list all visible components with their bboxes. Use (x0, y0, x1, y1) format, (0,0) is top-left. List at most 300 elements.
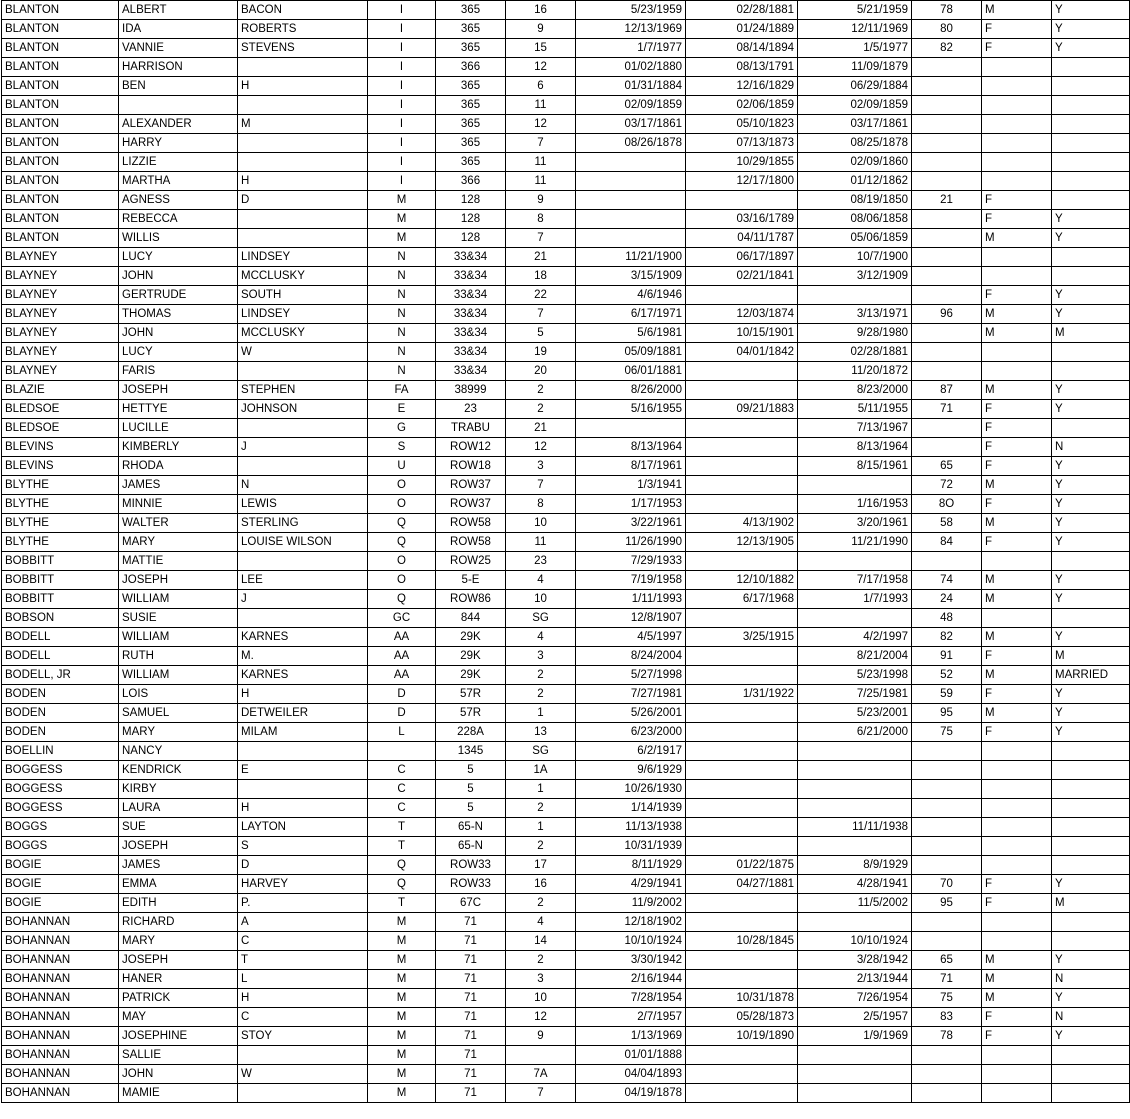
age-cell: 71 (912, 970, 982, 989)
death-date-cell: 7/26/1954 (798, 989, 912, 1008)
last-name-cell: BLANTON (2, 134, 119, 153)
marital-status-cell: M (1052, 647, 1130, 666)
grave-cell: 12 (506, 58, 576, 77)
section-cell: Q (368, 875, 436, 894)
death-date-cell (798, 1046, 912, 1065)
last-name-cell: BLYTHE (2, 495, 119, 514)
birth-date-cell (686, 362, 798, 381)
grave-cell: 11 (506, 533, 576, 552)
marital-status-cell (1052, 115, 1130, 134)
lot-cell: 29K (436, 666, 506, 685)
sex-cell (982, 343, 1052, 362)
table-row (2, 77, 1130, 96)
first-name-cell: MARTHA (119, 172, 238, 191)
first-name-cell: RICHARD (119, 913, 238, 932)
sex-cell: M (982, 229, 1052, 248)
marital-status-cell (1052, 58, 1130, 77)
table-row (2, 533, 1130, 552)
marital-status-cell: Y (1052, 495, 1130, 514)
death-date-cell: 11/09/1879 (798, 58, 912, 77)
last-name-cell: BOHANNAN (2, 989, 119, 1008)
death-date-cell: 02/09/1860 (798, 153, 912, 172)
marital-status-cell: Y (1052, 704, 1130, 723)
middle-name-cell: D (238, 191, 368, 210)
age-cell (912, 799, 982, 818)
table-row (2, 115, 1130, 134)
middle-name-cell: LINDSEY (238, 248, 368, 267)
burial-date-cell: 03/17/1861 (576, 115, 686, 134)
middle-name-cell (238, 58, 368, 77)
birth-date-cell (686, 1046, 798, 1065)
burial-date-cell: 2/16/1944 (576, 970, 686, 989)
sex-cell: F (982, 647, 1052, 666)
table-row (2, 286, 1130, 305)
section-cell: M (368, 210, 436, 229)
age-cell: 95 (912, 704, 982, 723)
age-cell: 95 (912, 894, 982, 913)
burial-date-cell: 8/13/1964 (576, 438, 686, 457)
middle-name-cell (238, 457, 368, 476)
table-row (2, 647, 1130, 666)
lot-cell: 71 (436, 989, 506, 1008)
first-name-cell: JAMES (119, 476, 238, 495)
last-name-cell: BLEVINS (2, 457, 119, 476)
death-date-cell: 5/23/1998 (798, 666, 912, 685)
lot-cell: 33&34 (436, 286, 506, 305)
first-name-cell: WILLIAM (119, 666, 238, 685)
marital-status-cell: Y (1052, 20, 1130, 39)
last-name-cell: BOHANNAN (2, 1008, 119, 1027)
age-cell (912, 438, 982, 457)
grave-cell: 1 (506, 704, 576, 723)
burial-date-cell: 01/01/1888 (576, 1046, 686, 1065)
sex-cell (982, 818, 1052, 837)
sex-cell: M (982, 381, 1052, 400)
grave-cell: 18 (506, 267, 576, 286)
middle-name-cell: E (238, 761, 368, 780)
grave-cell: 2 (506, 799, 576, 818)
burial-date-cell: 3/30/1942 (576, 951, 686, 970)
middle-name-cell (238, 552, 368, 571)
middle-name-cell: LEE (238, 571, 368, 590)
middle-name-cell: W (238, 343, 368, 362)
birth-date-cell (686, 951, 798, 970)
first-name-cell: KIRBY (119, 780, 238, 799)
death-date-cell (798, 552, 912, 571)
table-row (2, 628, 1130, 647)
table-row (2, 856, 1130, 875)
last-name-cell: BOGGS (2, 818, 119, 837)
last-name-cell: BOGGESS (2, 780, 119, 799)
sex-cell (982, 96, 1052, 115)
lot-cell: 65-N (436, 818, 506, 837)
sex-cell: F (982, 685, 1052, 704)
lot-cell: 366 (436, 58, 506, 77)
lot-cell: 844 (436, 609, 506, 628)
birth-date-cell (686, 894, 798, 913)
table-row (2, 229, 1130, 248)
section-cell: I (368, 77, 436, 96)
burial-date-cell: 1/14/1939 (576, 799, 686, 818)
burial-date-cell: 12/8/1907 (576, 609, 686, 628)
section-cell: L (368, 723, 436, 742)
middle-name-cell: SOUTH (238, 286, 368, 305)
middle-name-cell (238, 1084, 368, 1103)
section-cell: I (368, 1, 436, 20)
death-date-cell: 03/17/1861 (798, 115, 912, 134)
lot-cell: ROW25 (436, 552, 506, 571)
birth-date-cell (686, 286, 798, 305)
lot-cell: 365 (436, 96, 506, 115)
last-name-cell: BLANTON (2, 39, 119, 58)
table-row (2, 609, 1130, 628)
grave-cell: 9 (506, 1027, 576, 1046)
marital-status-cell: Y (1052, 685, 1130, 704)
last-name-cell: BOHANNAN (2, 1065, 119, 1084)
first-name-cell: MARY (119, 932, 238, 951)
sex-cell (982, 248, 1052, 267)
birth-date-cell: 10/15/1901 (686, 324, 798, 343)
marital-status-cell (1052, 134, 1130, 153)
middle-name-cell: P. (238, 894, 368, 913)
death-date-cell: 10/10/1924 (798, 932, 912, 951)
burial-date-cell (576, 210, 686, 229)
last-name-cell: BLANTON (2, 58, 119, 77)
sex-cell: M (982, 1, 1052, 20)
first-name-cell: FARIS (119, 362, 238, 381)
section-cell: O (368, 552, 436, 571)
first-name-cell: JOHN (119, 267, 238, 286)
first-name-cell: LOIS (119, 685, 238, 704)
grave-cell: 3 (506, 970, 576, 989)
last-name-cell: BOGGS (2, 837, 119, 856)
birth-date-cell (686, 495, 798, 514)
sex-cell (982, 77, 1052, 96)
birth-date-cell (686, 970, 798, 989)
middle-name-cell: J (238, 590, 368, 609)
table-row (2, 742, 1130, 761)
sex-cell: F (982, 723, 1052, 742)
middle-name-cell (238, 742, 368, 761)
sex-cell (982, 58, 1052, 77)
age-cell: 72 (912, 476, 982, 495)
table-row (2, 761, 1130, 780)
death-date-cell: 6/21/2000 (798, 723, 912, 742)
marital-status-cell (1052, 1046, 1130, 1065)
table-row (2, 476, 1130, 495)
birth-date-cell (686, 476, 798, 495)
grave-cell: 7A (506, 1065, 576, 1084)
burial-date-cell: 5/27/1998 (576, 666, 686, 685)
death-date-cell (798, 286, 912, 305)
marital-status-cell: Y (1052, 989, 1130, 1008)
grave-cell: 7 (506, 305, 576, 324)
lot-cell: 65-N (436, 837, 506, 856)
lot-cell: 71 (436, 932, 506, 951)
marital-status-cell (1052, 780, 1130, 799)
middle-name-cell: MILAM (238, 723, 368, 742)
lot-cell: 29K (436, 647, 506, 666)
grave-cell: 7 (506, 134, 576, 153)
section-cell: I (368, 20, 436, 39)
table-row (2, 58, 1130, 77)
age-cell (912, 780, 982, 799)
burial-date-cell: 8/26/2000 (576, 381, 686, 400)
sex-cell (982, 609, 1052, 628)
birth-date-cell: 09/21/1883 (686, 400, 798, 419)
marital-status-cell (1052, 799, 1130, 818)
grave-cell: 2 (506, 381, 576, 400)
section-cell: C (368, 761, 436, 780)
death-date-cell: 11/21/1990 (798, 533, 912, 552)
burial-date-cell: 8/11/1929 (576, 856, 686, 875)
table-row (2, 913, 1130, 932)
marital-status-cell: M (1052, 324, 1130, 343)
middle-name-cell: L (238, 970, 368, 989)
sex-cell: M (982, 305, 1052, 324)
last-name-cell: BLANTON (2, 20, 119, 39)
sex-cell: M (982, 970, 1052, 989)
grave-cell: 15 (506, 39, 576, 58)
birth-date-cell (686, 419, 798, 438)
birth-date-cell: 02/06/1859 (686, 96, 798, 115)
grave-cell: 21 (506, 248, 576, 267)
last-name-cell: BOHANNAN (2, 1027, 119, 1046)
age-cell: 58 (912, 514, 982, 533)
first-name-cell: JOHN (119, 324, 238, 343)
death-date-cell: 3/20/1961 (798, 514, 912, 533)
age-cell (912, 115, 982, 134)
section-cell: M (368, 932, 436, 951)
first-name-cell: JAMES (119, 856, 238, 875)
middle-name-cell: STEVENS (238, 39, 368, 58)
table-row (2, 723, 1130, 742)
marital-status-cell: Y (1052, 39, 1130, 58)
table-row (2, 1008, 1130, 1027)
grave-cell: 1 (506, 780, 576, 799)
death-date-cell: 1/9/1969 (798, 1027, 912, 1046)
sex-cell: F (982, 533, 1052, 552)
last-name-cell: BLANTON (2, 115, 119, 134)
middle-name-cell: DETWEILER (238, 704, 368, 723)
death-date-cell (798, 780, 912, 799)
section-cell: M (368, 1027, 436, 1046)
last-name-cell: BOGIE (2, 856, 119, 875)
sex-cell: M (982, 951, 1052, 970)
marital-status-cell: Y (1052, 951, 1130, 970)
age-cell: 59 (912, 685, 982, 704)
age-cell: 52 (912, 666, 982, 685)
lot-cell: 29K (436, 628, 506, 647)
birth-date-cell: 08/14/1894 (686, 39, 798, 58)
first-name-cell: ALEXANDER (119, 115, 238, 134)
grave-cell: 11 (506, 172, 576, 191)
middle-name-cell (238, 362, 368, 381)
table-row (2, 400, 1130, 419)
burial-date-cell (576, 191, 686, 210)
first-name-cell: THOMAS (119, 305, 238, 324)
marital-status-cell (1052, 609, 1130, 628)
grave-cell: 12 (506, 115, 576, 134)
burial-date-cell: 11/13/1938 (576, 818, 686, 837)
table-row (2, 704, 1130, 723)
first-name-cell: HARRY (119, 134, 238, 153)
age-cell: 71 (912, 400, 982, 419)
birth-date-cell: 01/24/1889 (686, 20, 798, 39)
section-cell: O (368, 571, 436, 590)
first-name-cell: MARY (119, 533, 238, 552)
sex-cell: M (982, 628, 1052, 647)
sex-cell: M (982, 324, 1052, 343)
sex-cell (982, 115, 1052, 134)
birth-date-cell: 12/03/1874 (686, 305, 798, 324)
table-row (2, 514, 1130, 533)
birth-date-cell (686, 723, 798, 742)
marital-status-cell (1052, 267, 1130, 286)
age-cell: 87 (912, 381, 982, 400)
last-name-cell: BLANTON (2, 210, 119, 229)
table-row (2, 96, 1130, 115)
lot-cell: 71 (436, 951, 506, 970)
marital-status-cell (1052, 818, 1130, 837)
section-cell: M (368, 913, 436, 932)
last-name-cell: BOBSON (2, 609, 119, 628)
grave-cell: 8 (506, 210, 576, 229)
last-name-cell: BLANTON (2, 191, 119, 210)
death-date-cell (798, 476, 912, 495)
table-row (2, 1, 1130, 20)
section-cell: M (368, 989, 436, 1008)
sex-cell (982, 780, 1052, 799)
birth-date-cell (686, 1065, 798, 1084)
section-cell: GC (368, 609, 436, 628)
sex-cell (982, 552, 1052, 571)
burial-date-cell: 6/23/2000 (576, 723, 686, 742)
first-name-cell: LUCY (119, 248, 238, 267)
burial-date-cell: 1/13/1969 (576, 1027, 686, 1046)
sex-cell: F (982, 210, 1052, 229)
grave-cell: 10 (506, 989, 576, 1008)
sex-cell: M (982, 590, 1052, 609)
middle-name-cell: STEPHEN (238, 381, 368, 400)
burial-date-cell: 7/19/1958 (576, 571, 686, 590)
middle-name-cell: M (238, 115, 368, 134)
table-row (2, 134, 1130, 153)
death-date-cell: 10/7/1900 (798, 248, 912, 267)
section-cell: N (368, 248, 436, 267)
section-cell: I (368, 58, 436, 77)
burial-date-cell: 12/13/1969 (576, 20, 686, 39)
table-row (2, 495, 1130, 514)
first-name-cell: WILLIAM (119, 590, 238, 609)
age-cell (912, 1046, 982, 1065)
grave-cell: 3 (506, 457, 576, 476)
lot-cell: 71 (436, 1046, 506, 1065)
middle-name-cell: STOY (238, 1027, 368, 1046)
first-name-cell: LUCILLE (119, 419, 238, 438)
last-name-cell: BOHANNAN (2, 970, 119, 989)
marital-status-cell (1052, 172, 1130, 191)
first-name-cell: JOSEPH (119, 381, 238, 400)
burial-date-cell: 3/22/1961 (576, 514, 686, 533)
sex-cell (982, 856, 1052, 875)
lot-cell: 365 (436, 20, 506, 39)
sex-cell (982, 761, 1052, 780)
first-name-cell: IDA (119, 20, 238, 39)
death-date-cell: 8/13/1964 (798, 438, 912, 457)
death-date-cell: 05/06/1859 (798, 229, 912, 248)
age-cell (912, 742, 982, 761)
first-name-cell: MAY (119, 1008, 238, 1027)
section-cell: I (368, 96, 436, 115)
table-row (2, 419, 1130, 438)
table-row (2, 1084, 1130, 1103)
birth-date-cell: 12/13/1905 (686, 533, 798, 552)
age-cell (912, 837, 982, 856)
burial-date-cell: 1/3/1941 (576, 476, 686, 495)
sex-cell: F (982, 495, 1052, 514)
marital-status-cell (1052, 362, 1130, 381)
section-cell: C (368, 780, 436, 799)
section-cell: M (368, 1084, 436, 1103)
table-row (2, 191, 1130, 210)
first-name-cell: MAMIE (119, 1084, 238, 1103)
death-date-cell (798, 609, 912, 628)
lot-cell: 33&34 (436, 248, 506, 267)
sex-cell: F (982, 39, 1052, 58)
table-row (2, 457, 1130, 476)
age-cell: 83 (912, 1008, 982, 1027)
grave-cell: 7 (506, 229, 576, 248)
burial-date-cell: 1/11/1993 (576, 590, 686, 609)
first-name-cell: MARY (119, 723, 238, 742)
middle-name-cell (238, 609, 368, 628)
burial-date-cell: 08/26/1878 (576, 134, 686, 153)
first-name-cell: MATTIE (119, 552, 238, 571)
last-name-cell: BLAYNEY (2, 324, 119, 343)
death-date-cell: 2/13/1944 (798, 970, 912, 989)
lot-cell: 5 (436, 761, 506, 780)
grave-cell: 2 (506, 951, 576, 970)
marital-status-cell (1052, 761, 1130, 780)
last-name-cell: BLYTHE (2, 476, 119, 495)
sex-cell (982, 1084, 1052, 1103)
burial-date-cell: 5/23/1959 (576, 1, 686, 20)
last-name-cell: BLAYNEY (2, 267, 119, 286)
last-name-cell: BOGIE (2, 875, 119, 894)
grave-cell: 2 (506, 666, 576, 685)
grave-cell: 1 (506, 818, 576, 837)
middle-name-cell: BACON (238, 1, 368, 20)
section-cell: I (368, 115, 436, 134)
section-cell: M (368, 1046, 436, 1065)
table-row (2, 780, 1130, 799)
grave-cell: 8 (506, 495, 576, 514)
sex-cell: M (982, 704, 1052, 723)
death-date-cell: 01/12/1862 (798, 172, 912, 191)
grave-cell: SG (506, 609, 576, 628)
marital-status-cell: Y (1052, 571, 1130, 590)
lot-cell: 366 (436, 172, 506, 191)
burial-date-cell: 1/7/1977 (576, 39, 686, 58)
table-row (2, 343, 1130, 362)
sex-cell: M (982, 514, 1052, 533)
grave-cell: 17 (506, 856, 576, 875)
age-cell: 24 (912, 590, 982, 609)
section-cell: N (368, 286, 436, 305)
last-name-cell: BOGGESS (2, 761, 119, 780)
birth-date-cell (686, 457, 798, 476)
